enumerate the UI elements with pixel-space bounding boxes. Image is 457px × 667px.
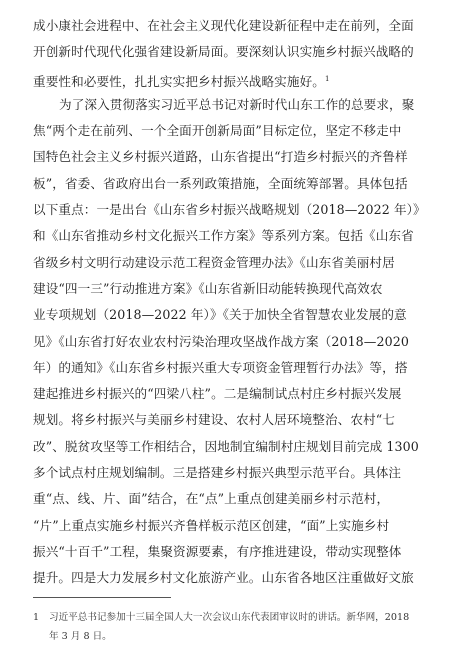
text-line: 成小康社会进程中、在社会主义现代化建设新征程中走在前列，全面: [33, 18, 414, 33]
footnote-text: 习近平总书记参加十三届全国人大一次会议山东代表团审议时的讲话。新华网，2018: [49, 612, 410, 623]
footnote-line: [33, 608, 433, 627]
text-line: 板”，省委、省政府出台一系列政策措施，全面统筹部署。具体包括: [33, 175, 408, 191]
text-line: 为了深入贯彻落实习近平总书记对新时代山东工作的总要求，聚: [59, 96, 415, 112]
text-line: 振兴“十百千”工程，集聚资源要素，有序推进建设，带动实现整体: [33, 543, 402, 559]
text-line: 焦“两个走在前列、一个全面开创新局面”目标定位，坚定不移走中: [33, 123, 402, 139]
footnote-line: 年 3 月 8 日。: [49, 631, 112, 642]
text-line: 建设“四一三”行动推进方案》《山东省新旧动能转换现代高效农: [33, 280, 383, 296]
text-line: 规划。将乡村振兴与美丽乡村建设、农村人居环境整治、农村“七: [33, 412, 395, 428]
text-line: 国特色社会主义乡村振兴道路，山东省提出“打造乡村振兴的齐鲁样: [33, 149, 408, 165]
text-line-content: 重要性和必要性，扎扎实实把乡村振兴战略实施好。: [33, 73, 325, 89]
footnote-number: 1: [33, 612, 40, 623]
text-line: 年）的通知》《山东省乡村振兴重大专项资金管理暂行办法》等，搭: [33, 359, 408, 375]
text-line: 业专项规划（2018—2022 年）》《关于加快全省智慧农业发展的意: [33, 307, 407, 323]
text-line: 建起推进乡村振兴的“四梁八柱”。二是编制试点村庄乡村振兴发展: [33, 386, 402, 402]
body-text: [33, 13, 433, 592]
footnote-separator: [33, 597, 171, 598]
text-line: 改”、脱贫攻坚等工作相结合，因地制宜编制村庄规划目前完成 1300: [33, 438, 419, 454]
text-line: 开创新时代现代化强省建设新局面。要深刻认识实施乡村振兴战略的: [33, 44, 414, 60]
text-line: “片”上重点实施乡村振兴齐鲁样板示范区创建，“面”上实施乡村: [33, 517, 390, 533]
text-line: 多个试点村庄规划编制。三是搭建乡村振兴典型示范平台。具体注: [33, 465, 402, 481]
text-line: 省级乡村文明行动建设示范工程资金管理办法》《山东省美丽村居: [33, 254, 395, 270]
text-line: 以下重点：一是出台《山东省乡村振兴战略规划（2018—2022 年）》: [33, 202, 426, 218]
text-line: 和《山东省推动乡村文化振兴工作方案》等系列方案。包括《山东省: [33, 228, 414, 244]
text-line: [33, 66, 433, 92]
text-line: 见》《山东省打好农业农村污染治理攻坚战作战方案（2018—2020: [33, 333, 409, 349]
footnote: [33, 608, 433, 646]
text-line: 重“点、线、片、面”结合，在“点”上重点创建美丽乡村示范村，: [33, 491, 390, 507]
footnote-reference[interactable]: 1: [324, 74, 330, 83]
text-line: 提升。四是大力发展乡村文化旅游产业。山东省各地区注重做好文旅: [33, 570, 414, 586]
